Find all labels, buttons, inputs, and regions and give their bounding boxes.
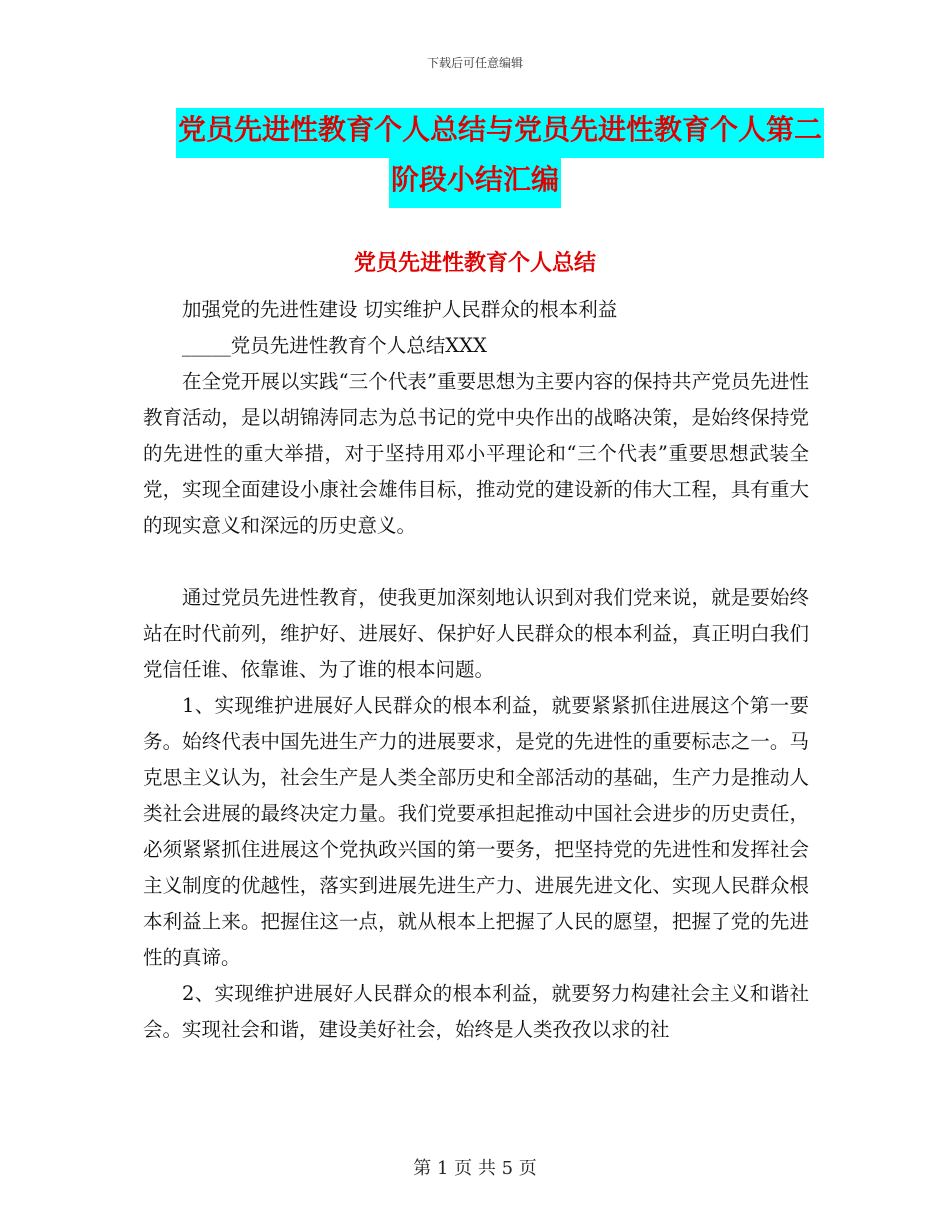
document-title-line-2: 阶段小结汇编 bbox=[389, 158, 561, 208]
paragraph-intro: 在全党开展以实践“三个代表”重要思想为主要内容的保持共产党员先进性教育活动，是以胡锦涛同志为总书记的党中央作出的战略决策，是始终保持党的先进性的重大举措，对于坚持用邓小平理论和“三个代表”重要思想武装全党，实现全面建设小康社会雄伟目标，推动党的建设新的伟大工程，具有重大的现实意义和深远的历史意义。 bbox=[143, 370, 809, 537]
paragraph-subtitle: 加强党的先进性建设 切实维护人民群众的根本利益 bbox=[182, 298, 618, 321]
paragraph-understanding: 通过党员先进性教育，使我更加深刻地认识到对我们党来说，就是要始终站在时代前列，维护好、进展好、保护好人民群众的根本利益，真正明白我们党信任谁、依靠谁、为了谁的根本问题。 bbox=[143, 586, 809, 681]
document-title-line-1: 党员先进性教育个人总结与党员先进性教育个人第二 bbox=[176, 108, 824, 158]
paragraph-point-2: 2、实现维护进展好人民群众的根本利益，就要努力构建社会主义和谐社会。实现社会和谐，建设美好社会，始终是人类孜孜以求的社 bbox=[143, 982, 809, 1041]
document-body bbox=[143, 292, 809, 1048]
header-note: 下载后可任意编辑 bbox=[426, 56, 523, 70]
paragraph-point-1: 1、实现维护进展好人民群众的根本利益，就要紧紧抓住进展这个第一要务。始终代表中国先进生产力的进展要求，是党的先进性的重要标志之一。马克思主义认为，社会生产是人类全部历史和全部活动的基础，生产力是推动人类社会进展的最终决定力量。我们党要承担起推动中国社会进步的历史责任，必须紧紧抓住进展这个党执政兴国的第一要务，把坚持党的先进性和发挥社会主义制度的优越性，落实到进展先进生产力、进展先进文化、实现人民群众根本利益上来。把握住这一点，就从根本上把握了人民的愿望，把握了党的先进性的真谛。 bbox=[143, 694, 809, 969]
page-footer: 第 1 页 共 5 页 bbox=[413, 1158, 537, 1179]
paragraph-spacer bbox=[143, 544, 809, 580]
paragraph-author-line: _____党员先进性教育个人总结XXX bbox=[182, 334, 487, 357]
section-title: 党员先进性教育个人总结 bbox=[353, 251, 596, 276]
document-title bbox=[0, 108, 950, 208]
